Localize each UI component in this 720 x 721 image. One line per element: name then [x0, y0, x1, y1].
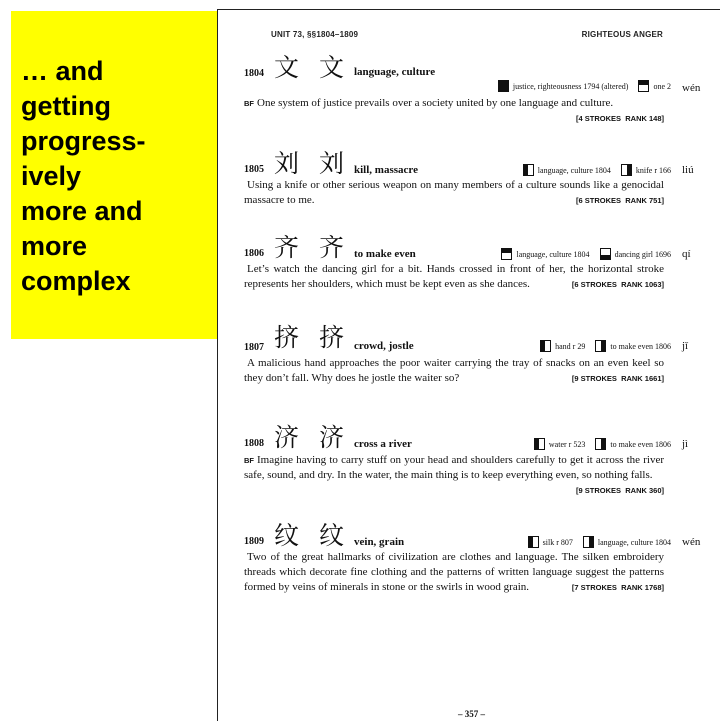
primitive-item	[600, 248, 671, 260]
stroke-rank-info: [6 STROKES RANK 1063]	[571, 280, 664, 289]
primitive-item	[595, 340, 671, 352]
primitive-item	[621, 164, 671, 176]
kanji-character: 文 文	[274, 53, 350, 82]
yellow-callout-box	[11, 11, 217, 339]
pinyin-reading: wén	[682, 82, 701, 94]
top-box-icon	[501, 248, 512, 260]
entry-header	[244, 521, 701, 552]
bf-marker: BF	[244, 456, 254, 465]
primitive-list	[493, 248, 671, 260]
primitive-list	[520, 536, 671, 548]
primitive-list	[515, 164, 671, 176]
frame-number: 1808	[244, 438, 264, 449]
stroke-rank-info: [9 STROKES RANK 360]	[576, 486, 664, 495]
callout-text: … and getting progress- ively more and more complex	[21, 56, 146, 296]
bf-marker: BF	[244, 99, 254, 108]
stroke-count: 9 STROKES	[578, 486, 622, 495]
frame-number: 1809	[244, 536, 264, 547]
pinyin-reading: jǐ	[682, 340, 689, 352]
kanji-character: 济 济	[274, 423, 350, 452]
running-head-unit: UNIT 73, §§1804–1809	[271, 30, 359, 39]
stroke-count: 7 STROKES	[574, 583, 617, 592]
top-box-icon	[638, 80, 649, 92]
left-box-icon	[528, 536, 539, 548]
primitive-item	[501, 248, 589, 260]
primitive-item	[638, 80, 671, 92]
keyword: cross a river	[354, 438, 412, 450]
story-text	[244, 453, 664, 498]
entry-header	[244, 233, 691, 264]
frame-number: 1805	[244, 164, 264, 175]
entry-header	[244, 423, 689, 454]
page-number: – 357 –	[458, 709, 485, 719]
story-text	[244, 178, 664, 208]
primitive-label: water r 523	[548, 440, 586, 449]
primitive-label: language, culture 1804	[597, 538, 671, 547]
primitive-label: language, culture 1804	[537, 166, 611, 175]
primitive-label: dancing girl 1696	[614, 250, 671, 259]
primitive-item	[523, 164, 611, 176]
pinyin-reading: liú	[682, 164, 694, 176]
primitive-item	[540, 340, 585, 352]
primitive-label: justice, righteousness 1794 (altered)	[512, 82, 629, 91]
frequency-rank: RANK 751	[625, 196, 662, 205]
primitive-label: knife r 166	[635, 166, 671, 175]
entry-header	[244, 149, 694, 180]
pinyin-reading: qí	[682, 248, 691, 260]
frequency-rank: RANK 148	[625, 114, 662, 123]
primitive-item	[583, 536, 671, 548]
stroke-count: 6 STROKES	[574, 280, 617, 289]
right-box-icon	[583, 536, 594, 548]
keyword: crowd, jostle	[354, 340, 414, 352]
frame-number: 1804	[244, 68, 264, 79]
story-text	[244, 262, 664, 292]
stroke-count: 9 STROKES	[574, 374, 617, 383]
left-box-icon	[540, 340, 551, 352]
story-body: A malicious hand approaches the poor waiter carrying the tray of snacks on an even keel so they don’t fall. Why does he jostle the waiter so?	[244, 357, 664, 384]
stroke-rank-info: [4 STROKES RANK 148]	[576, 114, 664, 123]
story-body: Imagine having to carry stuff on your head and shoulders carefully to get it across the river safe, sound, and dry. In the water, the main thing is to keep everything even, so nothing falls.	[244, 454, 664, 481]
story-body: Let’s watch the dancing girl for a bit. Hands crossed in front of her, the horizontal stroke represents her shoulders, which must be kept even as she dances.	[244, 263, 664, 290]
frequency-rank: RANK 1063	[621, 280, 662, 289]
keyword: language, culture	[354, 66, 436, 78]
primitive-label: silk r 807	[542, 538, 573, 547]
story-body: One system of justice prevails over a society united by one language and culture.	[257, 97, 614, 109]
primitive-label: hand r 29	[555, 342, 586, 351]
right-box-icon	[595, 438, 606, 450]
frequency-rank: RANK 1661	[621, 374, 662, 383]
story-body: Using a knife or other serious weapon on many members of a culture sounds like a genocidal massacre to me.	[244, 179, 664, 206]
primitive-item	[498, 80, 629, 92]
kanji-character: 刘 刘	[274, 149, 350, 178]
primitive-item	[528, 536, 573, 548]
story-text	[244, 356, 664, 386]
book-page	[217, 9, 720, 721]
stroke-rank-info: [6 STROKES RANK 751]	[576, 196, 664, 205]
entry-header	[244, 53, 701, 94]
kanji-character: 纹 纹	[274, 521, 350, 550]
frame-number: 1806	[244, 248, 264, 259]
story-text	[244, 550, 664, 595]
full-box-icon	[498, 80, 509, 92]
frame-number: 1807	[244, 342, 264, 353]
primitive-list	[532, 340, 671, 352]
left-box-icon	[534, 438, 545, 450]
primitive-label: language, culture 1804	[516, 250, 590, 259]
left-box-icon	[523, 164, 534, 176]
running-head-title: RIGHTEOUS ANGER	[581, 30, 663, 39]
pinyin-reading: wén	[682, 536, 701, 548]
story-body: Two of the great hallmarks of civilization are clothes and language. The silken embroidery threads which decorate fine clothing and the patterns of written language suggest the patterns formed by veins of minerals in stone or the swirls in wood grain.	[244, 551, 664, 593]
right-box-icon	[621, 164, 632, 176]
keyword: to make even	[354, 248, 416, 260]
primitive-list	[526, 438, 671, 450]
stroke-rank-info: [7 STROKES RANK 1768]	[571, 583, 664, 592]
primitive-label: one 2	[653, 82, 671, 91]
pinyin-reading: jì	[682, 438, 689, 450]
primitive-list	[490, 80, 671, 92]
frequency-rank: RANK 360	[625, 486, 662, 495]
primitive-item	[534, 438, 585, 450]
primitive-label: to make even 1806	[610, 342, 671, 351]
kanji-character: 挤 挤	[274, 323, 350, 352]
bottom-box-icon	[600, 248, 611, 260]
frequency-rank: RANK 1768	[621, 583, 662, 592]
stroke-rank-info: [9 STROKES RANK 1661]	[571, 374, 664, 383]
primitive-label: to make even 1806	[610, 440, 671, 449]
stroke-count: 4 STROKES	[578, 114, 622, 123]
stroke-count: 6 STROKES	[578, 196, 622, 205]
story-text	[244, 96, 664, 126]
primitive-item	[595, 438, 671, 450]
right-box-icon	[595, 340, 606, 352]
kanji-character: 齐 齐	[274, 233, 350, 262]
entry-header	[244, 323, 689, 354]
keyword: vein, grain	[354, 536, 405, 548]
keyword: kill, massacre	[354, 164, 418, 176]
